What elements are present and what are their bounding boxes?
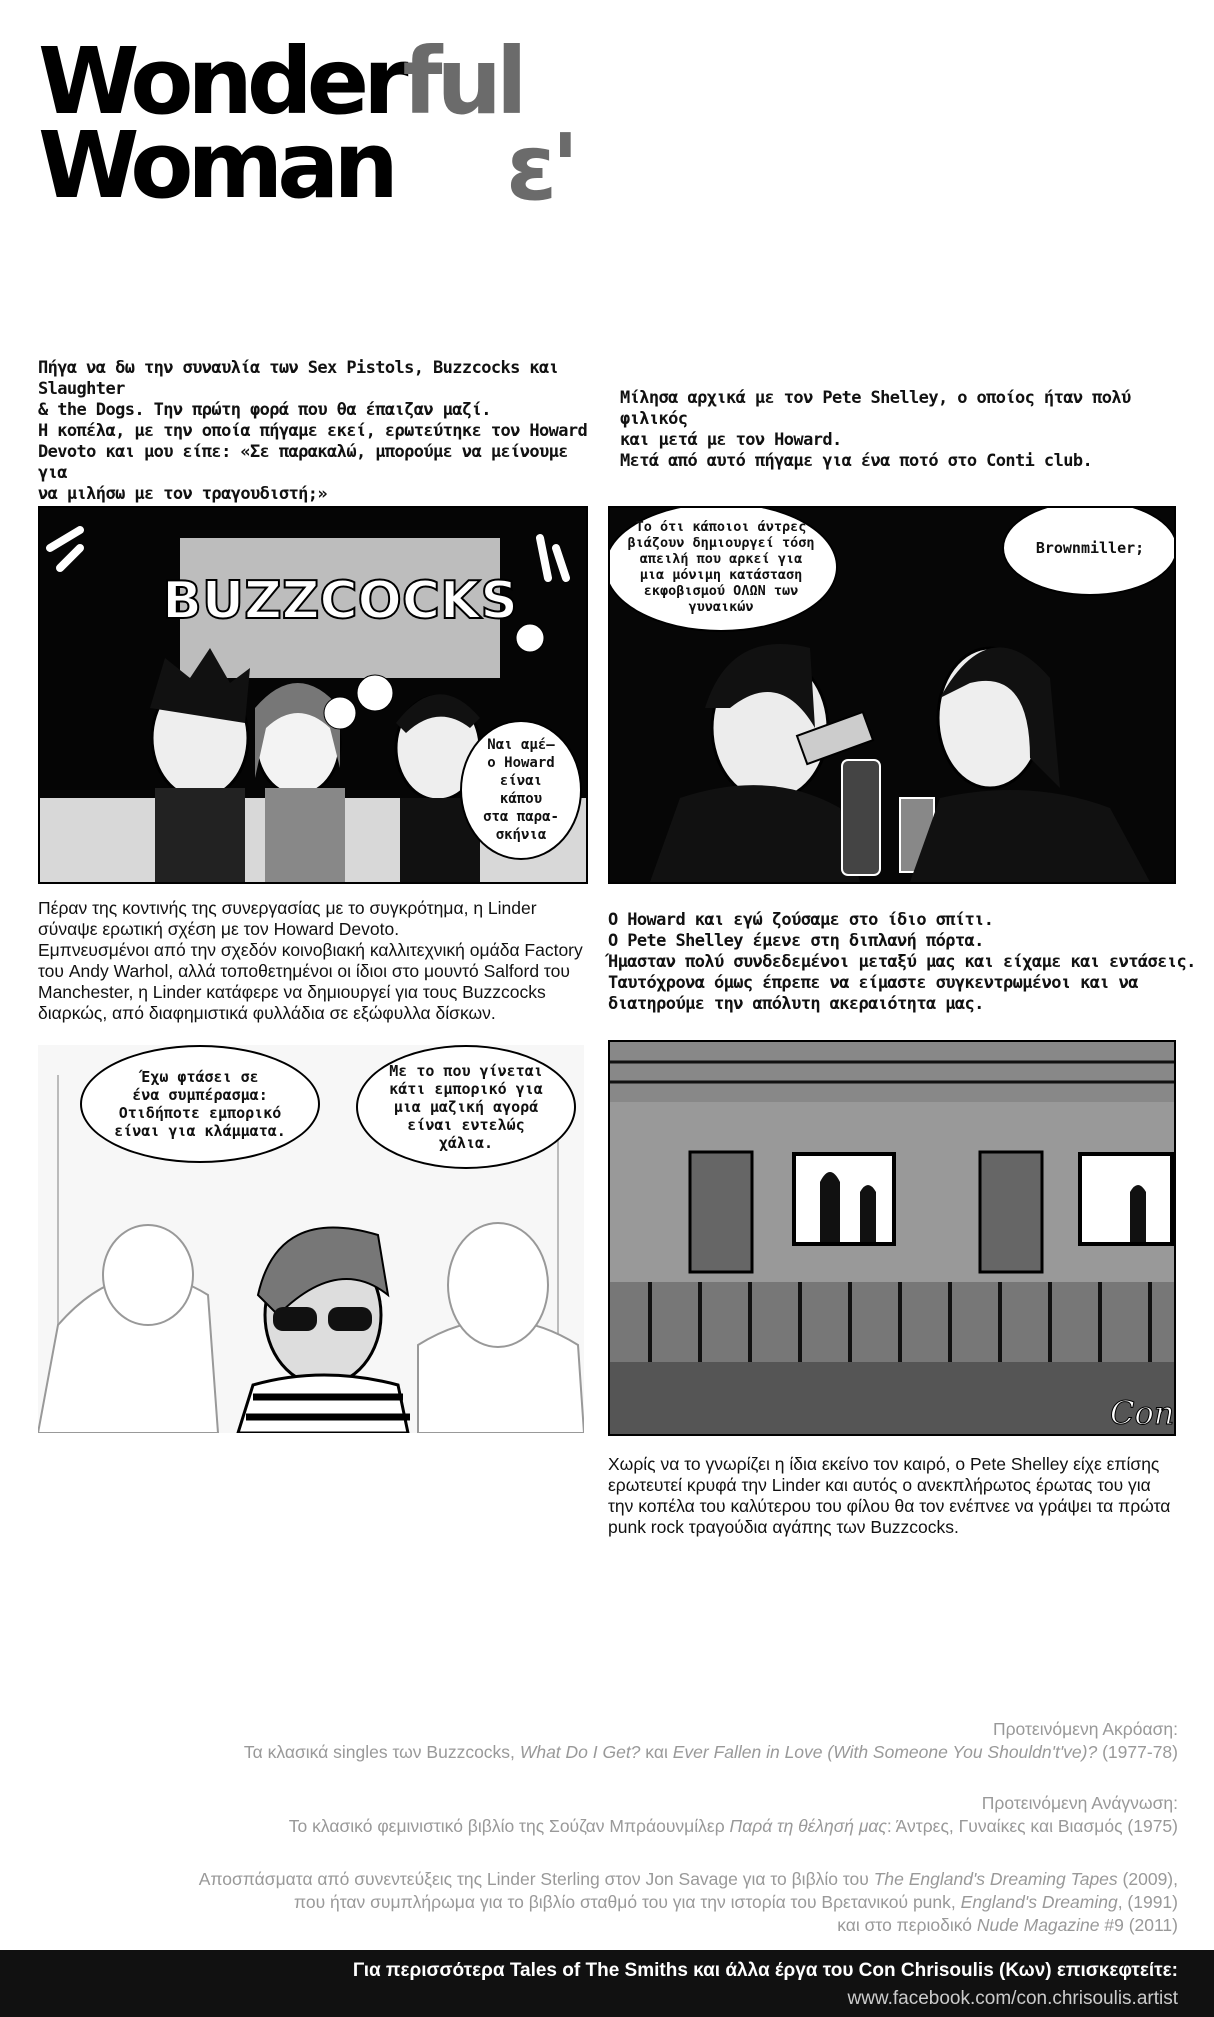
panel-conti-club [608, 506, 1176, 884]
caption-5: Χωρίς να το γνωρίζει η ίδια εκείνο τον καιρό, ο Pete Shelley είχε επίσης ερωτευτεί κρυφά την Linder και αυτός ο ανεκπλήρωτος έρωτας του για την κοπέλα του καλύτερου του φίλου θα τον ενέπνεε να γράψει τα πρώτα punk rock τραγούδια αγάπης των Buzzcocks. [608, 1454, 1171, 1537]
source-line-2: που ήταν συμπλήρωμα για το βιβλίο σταθμό του για την ιστορία του Βρετανικού punk, England's Dreaming, (1991) [294, 1892, 1178, 1912]
bottom-bar-text: Για περισσότερα Tales of The Smiths και άλλα έργα του Con Chrisoulis (Κων) επισκεφτείτε: [352, 1960, 1178, 1981]
source-line-3: και στο περιοδικό Nude Magazine #9 (2011) [837, 1915, 1178, 1935]
speech-bubble-rape-threat: Το ότι κάποιοι άντρες βιάζουν δημιουργεί τόση απειλή που αρκεί για μια μόνιμη κατάσταση εκφοβισμού ΟΛΩΝ των γυναικών [608, 506, 838, 632]
title-line1: Wonderful [38, 28, 522, 135]
comic-title [38, 28, 574, 221]
facebook-link[interactable]: www.facebook.com/con.chrisoulis.artist [847, 1988, 1178, 2009]
artist-signature: Con [1110, 1394, 1174, 1432]
speech-bubble-commercial-left: Έχω φτάσει σε ένα συμπέρασμα: Οτιδήποτε εμπορικό είναι για κλάμματα. [80, 1045, 320, 1163]
panel-warhol [38, 1045, 584, 1433]
rec-read-text: Το κλασικό φεμινιστικό βιβλίο της Σούζαν Μπράουνμίλερ Παρά τη θέλησή μας: Άντρες, Γυναίκες και Βιασμός (1975) [288, 1816, 1178, 1836]
caption-1: Πήγα να δω την συναυλία των Sex Pistols, Buzzcocks και Slaughter & the Dogs. Την πρώτη φορά που θα έπαιζαν μαζί. Η κοπέλα, με την οποία πήγαμε εκεί, ερωτεύτηκε τον Howard Devoto και μου είπε: «Σε παρακαλώ, μπορούμε να μείνουμε για να μιλήσω με τον τραγουδιστή;» [38, 358, 588, 504]
rec-listen-heading: Προτεινόμενη Ακρόαση: [992, 1719, 1178, 1739]
recommended-listening [28, 1718, 1178, 1764]
sources [28, 1868, 1178, 1937]
title-mark: ε' [506, 114, 574, 221]
caption-4: Ο Howard και εγώ ζούσαμε στο ίδιο σπίτι. Ο Pete Shelley έμενε στη διπλανή πόρτα. Ήμασταν πολύ συνδεδεμένοι μεταξύ μας και είχαμε και εντάσεις. Ταυτόχρονα όμως έπρεπε να είμαστε συγκεντρωμένοι και να διατηρούμε την απόλυτη ακεραιότητα μας. [608, 910, 1196, 1014]
source-line-1: Αποσπάσματα από συνεντεύξεις της Linder Sterling στον Jon Savage για το βιβλίο του The England's Dreaming Tapes (2009), [198, 1869, 1178, 1889]
speech-bubble-howard: Ναι αμέ– ο Howard είναι κάπου στα παρα- σκήνια [460, 720, 582, 860]
recommended-reading [28, 1792, 1178, 1838]
panel-houses [608, 1040, 1176, 1436]
speech-bubble-commercial-right: Με το που γίνεται κάτι εμπορικό για μια μαζική αγορά είναι εντελώς χάλια. [356, 1045, 576, 1169]
rec-read-heading: Προτεινόμενη Ανάγνωση: [981, 1793, 1178, 1813]
rec-listen-text: Τα κλασικά singles των Buzzcocks, What Do I Get? και Ever Fallen in Love (With Someone You Shouldn't've)? (1977-78) [243, 1742, 1178, 1762]
houses-illustration [610, 1042, 1174, 1434]
title-line2: Woman [38, 112, 393, 219]
buzzcocks-banner: BUZZCOCKS [162, 571, 518, 631]
caption-3: Πέραν της κοντινής της συνεργασίας με το συγκρότημα, η Linder σύναψε ερωτική σχέση με τον Howard Devoto. Εμπνευσμένοι από την σχεδόν κοινοβιακή καλλιτεχνική ομάδα Factory του Andy Warhol, αλλά τοποθετημένοι οι ίδιοι στο μουντό Salford του Manchester, η Linder κατάφερε να δημιουργεί για τους Buzzcocks διαρκώς, από διαφημιστικά φυλλάδια σε εξώφυλλα δίσκων. [38, 898, 583, 1023]
bottom-bar [0, 1950, 1214, 2017]
panel-concert [38, 506, 588, 884]
caption-2: Μίλησα αρχικά με τον Pete Shelley, ο οποίος ήταν πολύ φιλικός και μετά με τον Howard. Μετά από αυτό πήγαμε για ένα ποτό στο Conti club. [620, 388, 1131, 471]
speech-bubble-brownmiller: Brownmiller; [1002, 506, 1176, 596]
